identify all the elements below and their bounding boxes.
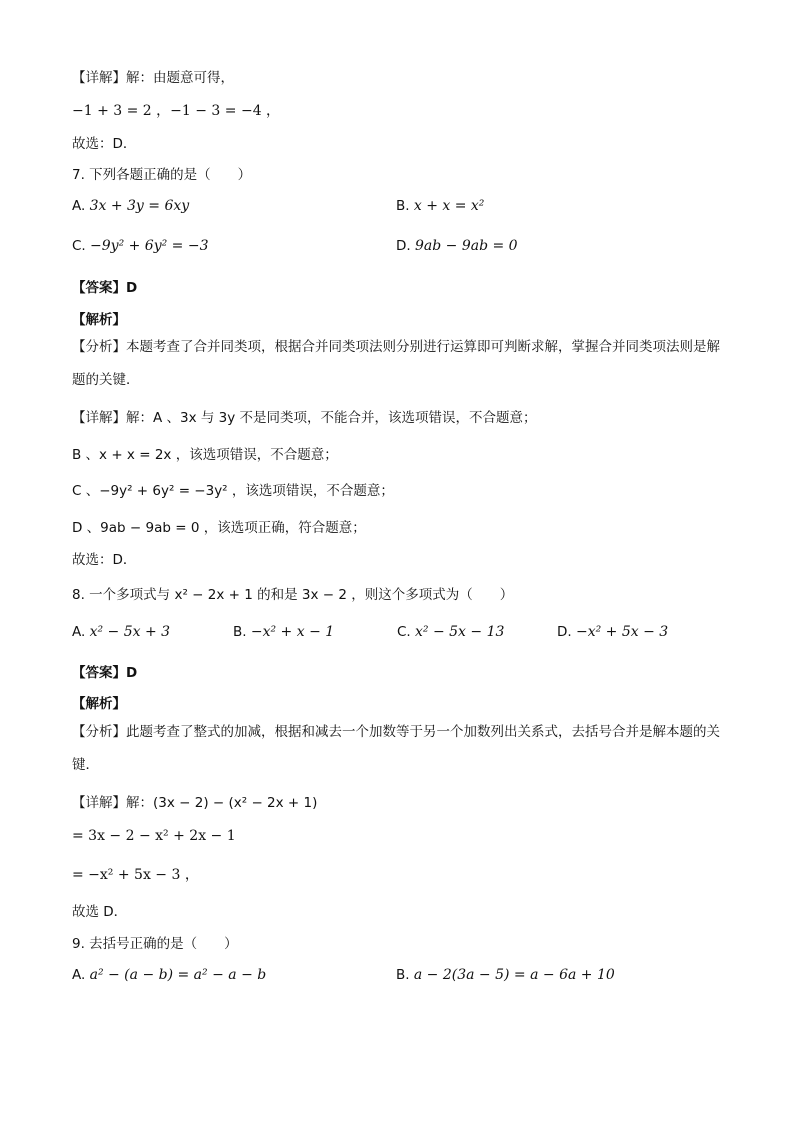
option-letter: A. [72,967,86,983]
option-expr: −x² + x − 1 [250,624,335,640]
q7-detail-b: B 、x + x = 2x ，该选项错误，不合题意； [72,447,338,463]
option-expr: −9y² + 6y² = −3 [90,238,209,254]
q7-option-b [396,198,484,214]
q7-detail-a: 【详解】解：A 、3x 与 3y 不是同类项，不能合并，该选项错误，不合题意； [72,410,537,426]
option-expr: −x² + 5x − 3 [575,624,669,640]
option-letter: D. [396,238,411,254]
q8-option-b [233,624,334,640]
q9-option-a [72,967,266,983]
q7-answer: 【答案】D [72,280,138,296]
q8-option-a [72,624,170,640]
q6-choose: 故选：D． [72,136,137,152]
q8-answer: 【答案】D [72,665,138,681]
q7-choose: 故选：D． [72,552,137,568]
q7-detail-c: C 、−9y² + 6y² = −3y² ，该选项错误，不合题意； [72,483,394,499]
option-expr: x² − 5x + 3 [89,624,171,640]
option-letter: C. [397,624,411,640]
q8-option-c [397,624,504,640]
option-letter: A. [72,198,86,214]
q7-option-a [72,198,189,214]
q8-step1: = 3x − 2 − x² + 2x − 1 [72,828,236,844]
q7-option-d [396,238,518,254]
option-expr: x + x = x² [413,198,485,214]
q6-calc: −1 + 3 = 2 ，−1 − 3 = −4 ， [72,103,281,119]
q9-option-b [396,967,615,983]
option-expr: 3x + 3y = 6xy [89,198,190,214]
option-expr: a − 2(3a − 5) = a − 6a + 10 [413,967,615,983]
q9-stem: 9. 去括号正确的是（ ） [72,936,238,952]
q8-step2: = −x² + 5x − 3 ， [72,867,199,883]
option-expr: 9ab − 9ab = 0 [414,238,518,254]
option-letter: A. [72,624,86,640]
q6-detail: 【详解】解：由题意可得， [72,70,234,86]
option-expr: a² − (a − b) = a² − a − b [89,967,267,983]
option-letter: B. [233,624,247,640]
q7-option-c [72,238,209,254]
q8-option-d [557,624,668,640]
q8-analysis: 【分析】此题考查了整式的加减，根据和减去一个加数等于另一个加数列出关系式，去括号合并是解本题的关键． [72,724,720,773]
q7-detail-d: D 、9ab − 9ab = 0 ，该选项正确，符合题意； [72,520,366,536]
option-letter: B. [396,198,410,214]
option-letter: B. [396,967,410,983]
q7-analysis-head: 【解析】 [72,312,126,328]
option-expr: x² − 5x − 13 [415,624,505,640]
option-letter: D. [557,624,572,640]
q7-stem: 7. 下列各题正确的是（ ） [72,167,252,183]
q8-choose: 故选 D． [72,904,128,920]
q8-analysis-head: 【解析】 [72,696,126,712]
q7-analysis: 【分析】本题考查了合并同类项，根据合并同类项法则分别进行运算即可判断求解，掌握合并同类项法则是解题的关键． [72,339,720,388]
q8-stem: 8. 一个多项式与 x² − 2x + 1 的和是 3x − 2 ，则这个多项式为（ ） [72,587,514,603]
q8-detail: 【详解】解：(3x − 2) − (x² − 2x + 1) [72,795,318,811]
option-letter: C. [72,238,86,254]
